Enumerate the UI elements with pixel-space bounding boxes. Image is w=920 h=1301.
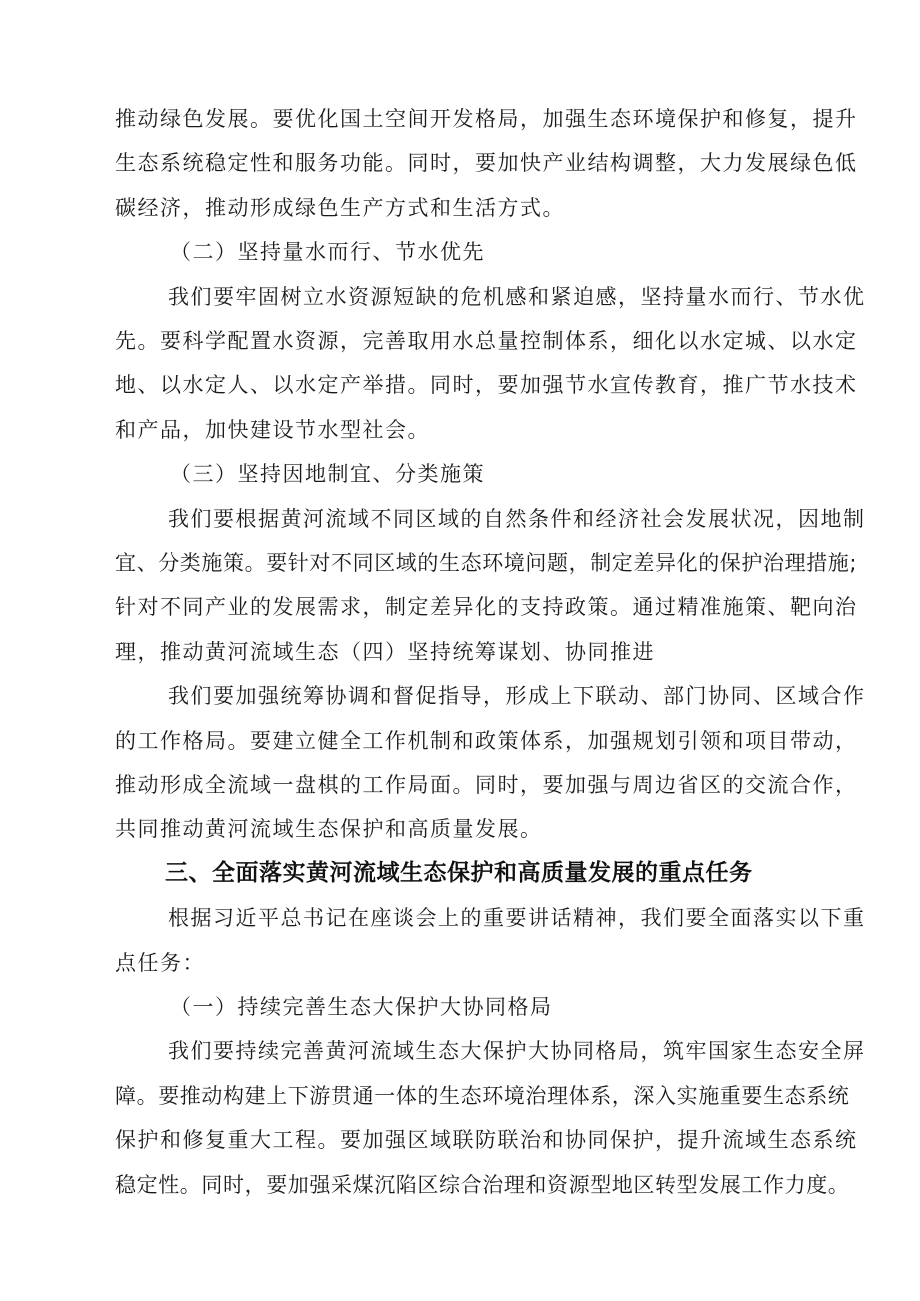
section-subheading: （一）持续完善生态大保护大协同格局 bbox=[170, 995, 553, 1019]
paragraph-line: 针对不同产业的发展需求，制定差异化的支持政策。通过精准施策、靶向治 bbox=[115, 595, 858, 619]
paragraph-line: 我们要根据黄河流域不同区域的自然条件和经济社会发展状况，因地制 bbox=[168, 507, 866, 531]
paragraph-line: 点任务： bbox=[115, 951, 205, 975]
paragraph-line: 我们要牢固树立水资源短缺的危机感和紧迫感，坚持量水而行、节水优 bbox=[168, 285, 866, 309]
paragraph-line: 宜、分类施策。要针对不同区域的生态环境问题，制定差异化的保护治理措施; bbox=[115, 551, 858, 575]
paragraph-line: 稳定性。同时，要加强采煤沉陷区综合治理和资源型地区转型发展工作力度。 bbox=[115, 1173, 850, 1197]
section-heading: 三、全面落实黄河流域生态保护和高质量发展的重点任务 bbox=[165, 860, 753, 886]
section-subheading: （三）坚持因地制宜、分类施策 bbox=[170, 462, 485, 486]
paragraph-line: 和产品，加快建设节水型社会。 bbox=[115, 418, 430, 442]
paragraph-line: 生态系统稳定性和服务功能。同时，要加快产业结构调整，大力发展绿色低 bbox=[115, 151, 858, 175]
paragraph-line: 根据习近平总书记在座谈会上的重要讲话精神，我们要全面落实以下重 bbox=[168, 906, 866, 930]
paragraph-line: 的工作格局。要建立健全工作机制和政策体系，加强规划引领和项目带动， bbox=[115, 729, 858, 753]
paragraph-line: 我们要加强统筹协调和督促指导，形成上下联动、部门协同、区域合作 bbox=[168, 684, 866, 708]
paragraph-line: 共同推动黄河流域生态保护和高质量发展。 bbox=[115, 817, 543, 841]
paragraph-line: 推动绿色发展。要优化国土空间开发格局，加强生态环境保护和修复，提升 bbox=[115, 107, 858, 131]
paragraph-line: 障。要推动构建上下游贯通一体的生态环境治理体系，深入实施重要生态系统 bbox=[115, 1084, 850, 1108]
paragraph-line: 先。要科学配置水资源，完善取用水总量控制体系，细化以水定城、以水定 bbox=[115, 329, 858, 353]
paragraph-line: 保护和修复重大工程。要加强区域联防联治和协同保护，提升流域生态系统 bbox=[115, 1128, 858, 1152]
paragraph-line: 地、以水定人、以水定产举措。同时，要加强节水宣传教育，推广节水技术 bbox=[115, 373, 858, 397]
section-subheading: （二）坚持量水而行、节水优先 bbox=[170, 240, 485, 264]
paragraph-line: 碳经济，推动形成绿色生产方式和生活方式。 bbox=[115, 196, 565, 220]
paragraph-line: 我们要持续完善黄河流域生态大保护大协同格局，筑牢国家生态安全屏 bbox=[168, 1039, 866, 1063]
paragraph-line: 推动形成全流域一盘棋的工作局面。同时，要加强与周边省区的交流合作， bbox=[115, 773, 858, 797]
paragraph-line: 理，推动黄河流域生态（四）坚持统筹谋划、协同推进 bbox=[115, 640, 655, 664]
